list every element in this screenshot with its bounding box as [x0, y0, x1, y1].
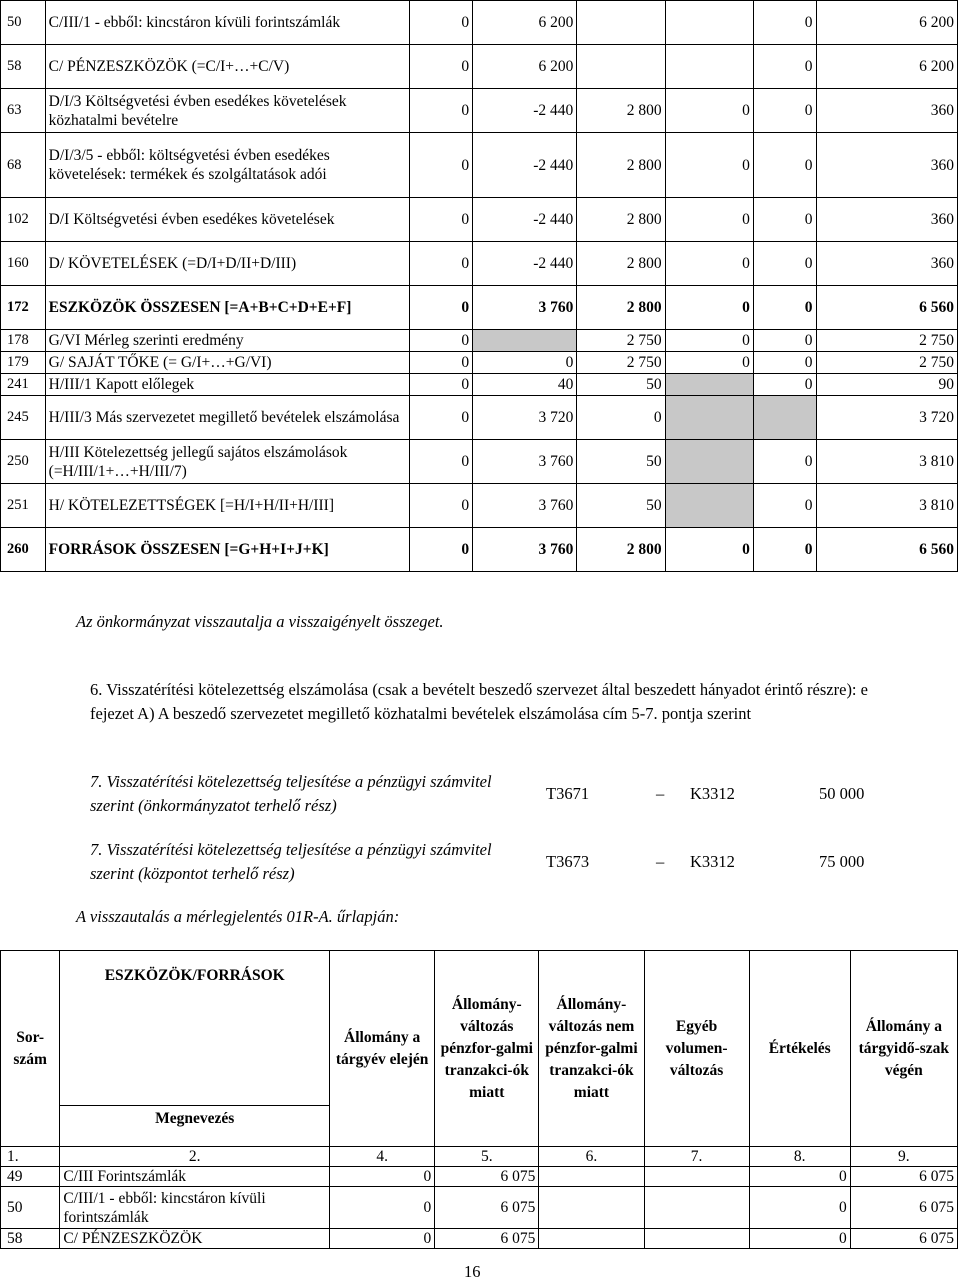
row-value-c5: 0 — [753, 484, 816, 528]
row-number: 160 — [1, 242, 46, 286]
top-table-row — [1, 374, 958, 396]
index-cell: 9. — [850, 1147, 957, 1167]
row-name: C/ PÉNZESZKÖZÖK (=C/I+…+C/V) — [45, 45, 410, 89]
row-value-c3: 2 800 — [577, 242, 665, 286]
row-value-c1: 0 — [330, 1167, 435, 1187]
row-name: H/ KÖTELEZETTSÉGEK [=H/I+H/II+H/III] — [45, 484, 410, 528]
header-sorszam: Sor-szám — [1, 951, 60, 1147]
row-value-c2: -2 440 — [473, 242, 577, 286]
row-value-c1: 0 — [410, 198, 473, 242]
row-value-c1: 0 — [410, 440, 473, 484]
row-number: 63 — [1, 89, 46, 133]
row-value-c5: 0 — [753, 133, 816, 198]
row-number: 102 — [1, 198, 46, 242]
row-value-c3 — [539, 1167, 644, 1187]
row-value-c5: 0 — [753, 1, 816, 45]
row-value-c1: 0 — [410, 286, 473, 330]
row-value-c4 — [644, 1229, 749, 1249]
top-table-row — [1, 528, 958, 572]
row-value-c2: 0 — [473, 352, 577, 374]
row-number: 58 — [1, 45, 46, 89]
row-number: 250 — [1, 440, 46, 484]
item-7-municipality-debit: T3671 — [546, 784, 590, 803]
row-value-c1: 0 — [410, 242, 473, 286]
row-value-c3: 2 800 — [577, 198, 665, 242]
row-value-c1: 0 — [410, 396, 473, 440]
row-value-c1: 0 — [410, 1, 473, 45]
row-value-c6: 3 810 — [816, 440, 957, 484]
row-value-c2: 3 760 — [473, 528, 577, 572]
header-megnevezes: Megnevezés — [60, 1106, 330, 1147]
row-value-c1: 0 — [410, 89, 473, 133]
top-table-row — [1, 133, 958, 198]
row-value-c2: -2 440 — [473, 198, 577, 242]
balance-table-top — [0, 0, 958, 572]
row-value-c5: 0 — [753, 89, 816, 133]
row-value-c4: 0 — [665, 198, 753, 242]
row-name: D/I Költségvetési évben esedékes követelések — [45, 198, 410, 242]
top-table-row — [1, 286, 958, 330]
row-value-c2 — [473, 330, 577, 352]
row-value-c1: 0 — [410, 45, 473, 89]
row-value-c2: 6 075 — [435, 1167, 539, 1187]
row-value-c1: 0 — [410, 330, 473, 352]
row-number: 58 — [1, 1229, 60, 1249]
row-value-c3: 2 800 — [577, 133, 665, 198]
row-value-c6: 360 — [816, 89, 957, 133]
row-value-c2: 40 — [473, 374, 577, 396]
row-value-c3: 2 800 — [577, 286, 665, 330]
item-7-center-debit: T3673 — [546, 852, 590, 871]
row-value-c5: 0 — [753, 286, 816, 330]
row-number: 50 — [1, 1187, 60, 1229]
row-value-c3 — [539, 1229, 644, 1249]
balance-table-bottom — [0, 950, 958, 1249]
item-7-center-amount: 75 000 — [819, 852, 865, 871]
row-value-c4: 0 — [665, 242, 753, 286]
row-value-c5: 0 — [753, 330, 816, 352]
item-7-municipality-dash: – — [656, 784, 665, 803]
index-row — [1, 1147, 958, 1167]
row-value-c4: 0 — [665, 330, 753, 352]
row-value-c6: 6 075 — [850, 1229, 957, 1249]
row-value-c4 — [644, 1167, 749, 1187]
row-value-c3: 50 — [577, 440, 665, 484]
subheading: A visszautalás a mérlegjelentés 01R-A. űrlapján: — [76, 907, 400, 926]
row-value-c5: 0 — [753, 440, 816, 484]
header-ertekeles: Értékelés — [749, 951, 850, 1147]
header-nem-penzforgalmi: Állomány-változás nem pénzfor-galmi tranzakci-ók miatt — [539, 951, 644, 1147]
row-value-c5: 0 — [753, 528, 816, 572]
row-number: 49 — [1, 1167, 60, 1187]
row-value-c5: 0 — [753, 374, 816, 396]
row-name: H/III/1 Kapott előlegek — [45, 374, 410, 396]
row-value-c4: 0 — [665, 89, 753, 133]
row-name: D/ KÖVETELÉSEK (=D/I+D/II+D/III) — [45, 242, 410, 286]
row-value-c1: 0 — [410, 352, 473, 374]
row-value-c6: 3 720 — [816, 396, 957, 440]
row-value-c1: 0 — [410, 484, 473, 528]
row-value-c4 — [644, 1187, 749, 1229]
row-name: C/III/1 - ebből: kincstáron kívüli forintszámlák — [45, 1, 410, 45]
top-table-row — [1, 198, 958, 242]
row-number: 68 — [1, 133, 46, 198]
row-value-c1: 0 — [410, 133, 473, 198]
row-name: D/I/3 Költségvetési évben esedékes követelések közhatalmi bevételre — [45, 89, 410, 133]
section-6-paragraph: 6. Visszatérítési kötelezettség elszámolása (csak a bevételt beszedő szervezet által beszedett hányadot érintő részre): e fejezet A) A beszedő szervezetet megillető közhatalmi bevételek elszámolása cím 5-7. pontja szerint — [90, 680, 868, 723]
index-cell: 2. — [60, 1147, 330, 1167]
row-name: H/III Kötelezettség jellegű sajátos elszámolások (=H/III/1+…+H/III/7) — [45, 440, 410, 484]
row-value-c6: 6 075 — [850, 1187, 957, 1229]
row-value-c6: 360 — [816, 133, 957, 198]
row-value-c2: 6 075 — [435, 1229, 539, 1249]
row-value-c5: 0 — [753, 352, 816, 374]
row-value-c4: 0 — [665, 286, 753, 330]
row-value-c3 — [577, 1, 665, 45]
row-value-c2: 6 075 — [435, 1187, 539, 1229]
top-table-row — [1, 242, 958, 286]
row-value-c3 — [539, 1187, 644, 1229]
top-table-row — [1, 89, 958, 133]
row-value-c3: 2 750 — [577, 352, 665, 374]
row-name: D/I/3/5 - ebből: költségvetési évben esedékes követelések: termékek és szolgáltatások adói — [45, 133, 410, 198]
item-7-center-text: 7. Visszatérítési kötelezettség teljesítése a pénzügyi számvitel szerint (központot terhelő rész) — [90, 840, 492, 883]
row-number: 245 — [1, 396, 46, 440]
row-value-c2: -2 440 — [473, 89, 577, 133]
row-value-c6: 2 750 — [816, 352, 957, 374]
row-value-c5: 0 — [753, 45, 816, 89]
row-value-c6: 6 560 — [816, 286, 957, 330]
row-name: C/III Forintszámlák — [60, 1167, 330, 1187]
row-value-c4 — [665, 374, 753, 396]
row-value-c3: 2 750 — [577, 330, 665, 352]
index-cell: 6. — [539, 1147, 644, 1167]
row-value-c1: 0 — [330, 1229, 435, 1249]
row-name: H/III/3 Más szervezetet megillető bevételek elszámolása — [45, 396, 410, 440]
row-value-c3: 50 — [577, 484, 665, 528]
header-elejen: Állomány a tárgyév elején — [330, 951, 435, 1147]
row-value-c5: 0 — [753, 242, 816, 286]
row-number: 172 — [1, 286, 46, 330]
row-value-c5: 0 — [753, 198, 816, 242]
top-table-row — [1, 330, 958, 352]
item-7-center-dash: – — [656, 852, 665, 871]
row-value-c3: 50 — [577, 374, 665, 396]
row-name: G/ SAJÁT TŐKE (= G/I+…+G/VI) — [45, 352, 410, 374]
page-number: 16 — [464, 1262, 481, 1281]
row-name: C/III/1 - ebből: kincstáron kívüli forintszámlák — [60, 1187, 330, 1229]
index-cell: 4. — [330, 1147, 435, 1167]
row-value-c4 — [665, 440, 753, 484]
row-name: ESZKÖZÖK ÖSSZESEN [=A+B+C+D+E+F] — [45, 286, 410, 330]
top-table-row — [1, 484, 958, 528]
top-table-row — [1, 396, 958, 440]
index-cell: 1. — [1, 1147, 60, 1167]
header-penzforgalmi: Állomány-változás pénzfor-galmi tranzakci-ók miatt — [435, 951, 539, 1147]
row-value-c5 — [753, 396, 816, 440]
row-value-c6: 6 075 — [850, 1167, 957, 1187]
row-value-c2: 3 760 — [473, 286, 577, 330]
row-number: 260 — [1, 528, 46, 572]
row-value-c6: 6 560 — [816, 528, 957, 572]
row-value-c3: 0 — [577, 396, 665, 440]
header-volumen: Egyéb volumen-változás — [644, 951, 749, 1147]
row-name: G/VI Mérleg szerinti eredmény — [45, 330, 410, 352]
row-value-c4 — [665, 45, 753, 89]
row-name: C/ PÉNZESZKÖZÖK — [60, 1229, 330, 1249]
top-table-row — [1, 352, 958, 374]
row-value-c2: -2 440 — [473, 133, 577, 198]
row-value-c2: 3 760 — [473, 440, 577, 484]
row-value-c3: 2 800 — [577, 89, 665, 133]
row-value-c4: 0 — [665, 528, 753, 572]
row-value-c2: 6 200 — [473, 1, 577, 45]
top-table-row — [1, 1, 958, 45]
top-table-row — [1, 45, 958, 89]
row-value-c4: 0 — [665, 352, 753, 374]
item-7-municipality-credit: K3312 — [690, 784, 735, 803]
bottom-table-row — [1, 1167, 958, 1187]
row-value-c6: 6 200 — [816, 45, 957, 89]
item-7-municipality-amount: 50 000 — [819, 784, 865, 803]
row-value-c6: 90 — [816, 374, 957, 396]
row-value-c6: 2 750 — [816, 330, 957, 352]
row-value-c1: 0 — [330, 1187, 435, 1229]
row-number: 179 — [1, 352, 46, 374]
row-value-c5: 0 — [749, 1187, 850, 1229]
row-name: FORRÁSOK ÖSSZESEN [=G+H+I+J+K] — [45, 528, 410, 572]
return-note: Az önkormányzat visszautalja a visszaigényelt összeget. — [76, 612, 444, 631]
top-table-row — [1, 440, 958, 484]
row-value-c5: 0 — [749, 1167, 850, 1187]
row-value-c4: 0 — [665, 133, 753, 198]
item-7-center-credit: K3312 — [690, 852, 735, 871]
row-number: 241 — [1, 374, 46, 396]
row-number: 251 — [1, 484, 46, 528]
row-value-c6: 360 — [816, 242, 957, 286]
bottom-table-row — [1, 1229, 958, 1249]
row-value-c1: 0 — [410, 528, 473, 572]
index-cell: 8. — [749, 1147, 850, 1167]
header-group: ESZKÖZÖK/FORRÁSOK — [60, 951, 330, 1106]
row-value-c6: 360 — [816, 198, 957, 242]
row-number: 50 — [1, 1, 46, 45]
header-vegen: Állomány a tárgyidő-szak végén — [850, 951, 957, 1147]
row-value-c3: 2 800 — [577, 528, 665, 572]
row-value-c6: 6 200 — [816, 1, 957, 45]
row-value-c6: 3 810 — [816, 484, 957, 528]
index-cell: 5. — [435, 1147, 539, 1167]
row-value-c2: 3 760 — [473, 484, 577, 528]
row-value-c5: 0 — [749, 1229, 850, 1249]
row-value-c4 — [665, 484, 753, 528]
row-value-c1: 0 — [410, 374, 473, 396]
item-7-municipality-text: 7. Visszatérítési kötelezettség teljesítése a pénzügyi számvitel szerint (önkormányzatot terhelő rész) — [90, 772, 492, 815]
row-value-c2: 3 720 — [473, 396, 577, 440]
row-value-c2: 6 200 — [473, 45, 577, 89]
row-value-c4 — [665, 396, 753, 440]
row-number: 178 — [1, 330, 46, 352]
row-value-c3 — [577, 45, 665, 89]
row-value-c4 — [665, 1, 753, 45]
index-cell: 7. — [644, 1147, 749, 1167]
bottom-table-row — [1, 1187, 958, 1229]
